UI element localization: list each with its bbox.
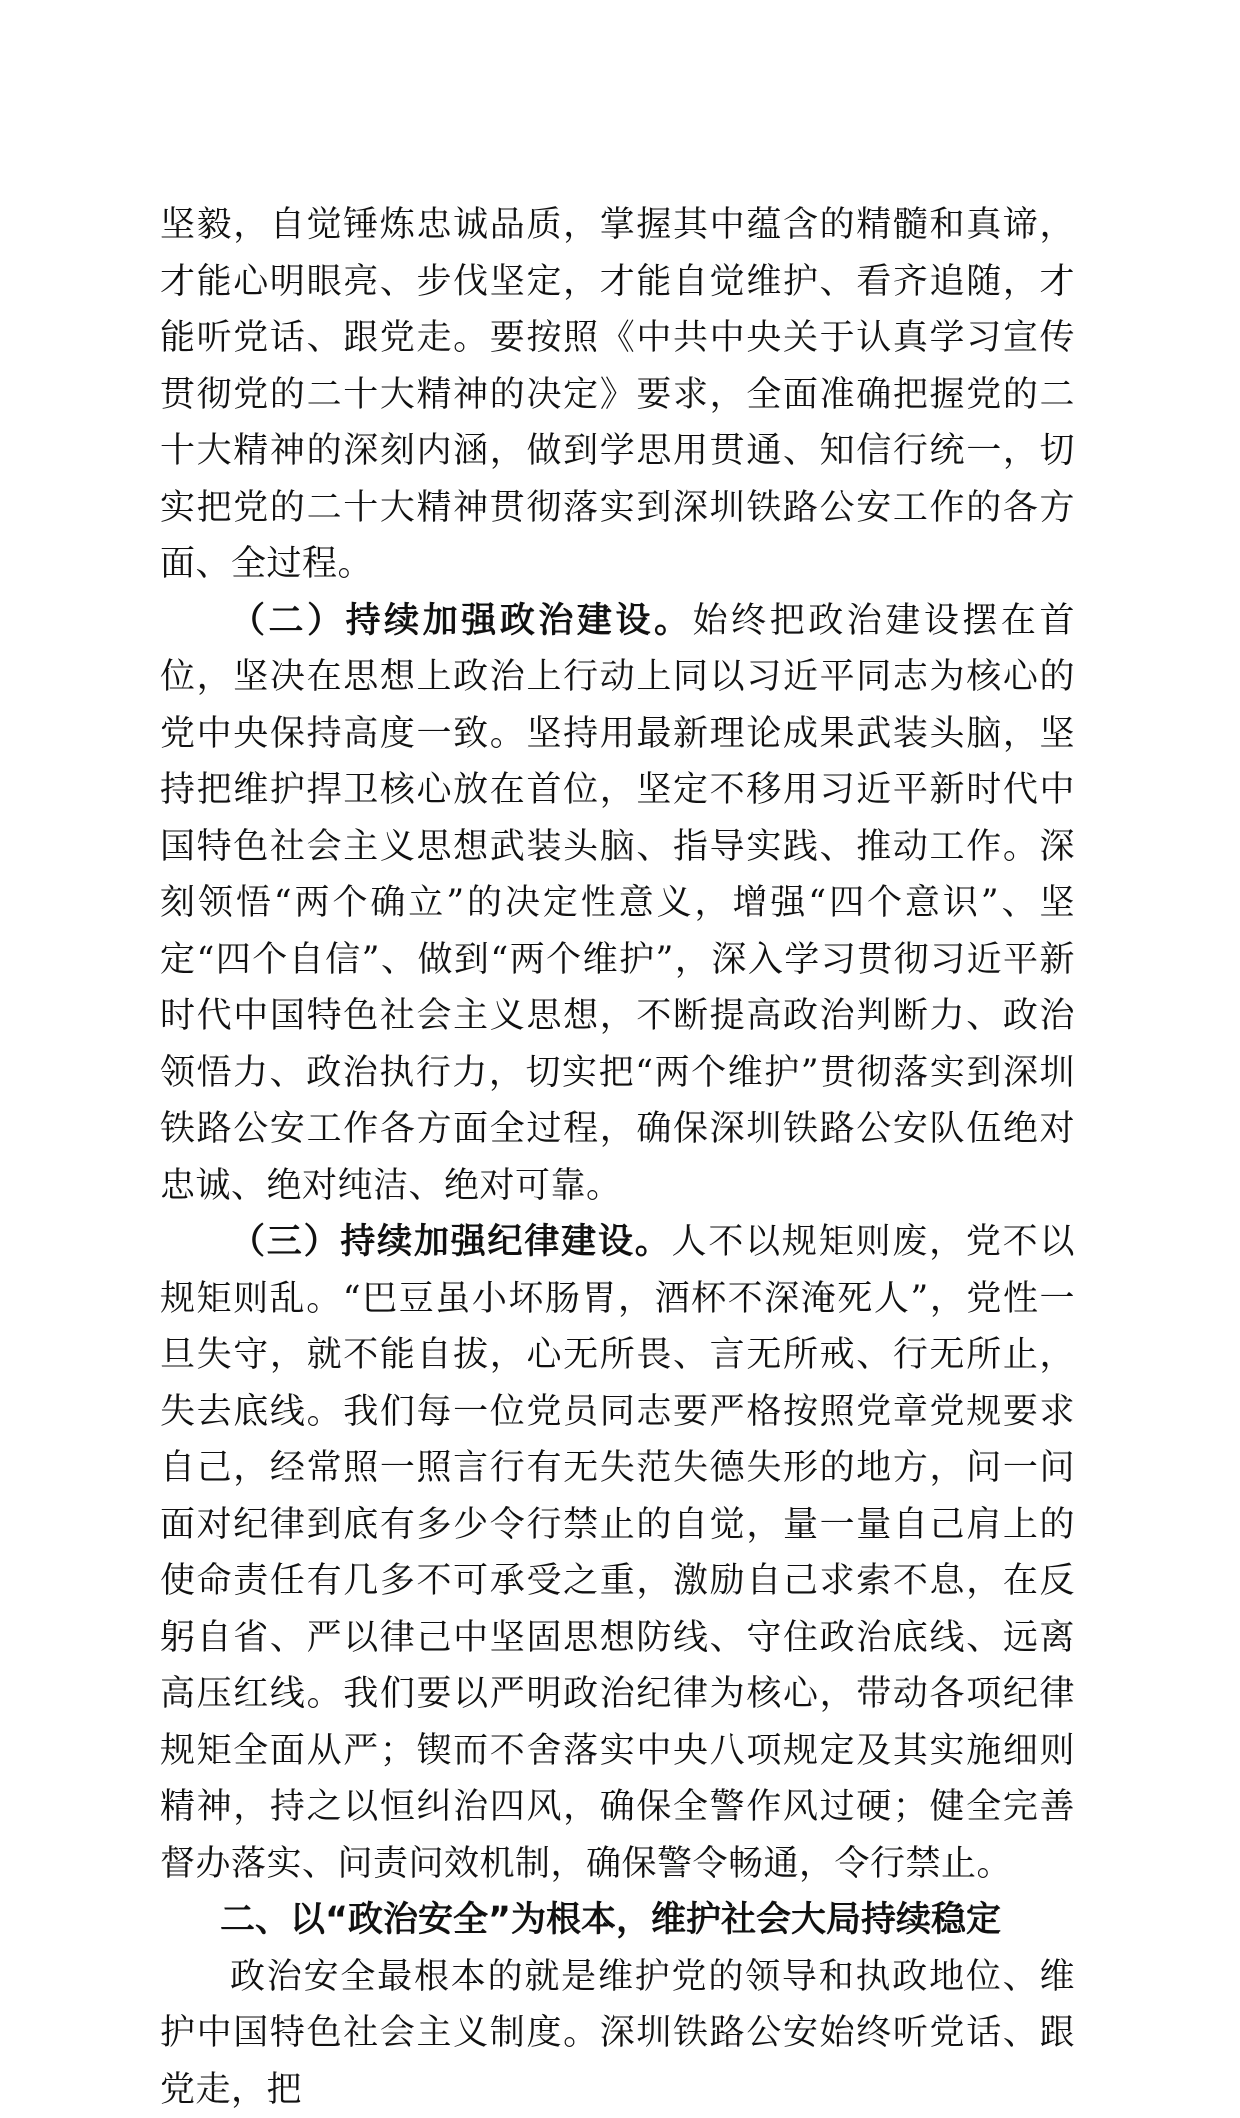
paragraph-3 <box>160 1214 1075 1892</box>
paragraph-3-lead: （三）持续加强纪律建设。 <box>230 1222 672 1262</box>
paragraph-2-lead: （二）持续加强政治建设。 <box>230 601 693 641</box>
paragraph-3-text: 人不以规矩则废，党不以规矩则乱。“巴豆虽小坏肠胃，酒杯不深淹死人”，党性一旦失守，就不能自拔，心无所畏、言无所戒、行无所止，失去底线。我们每一位党员同志要严格按照党章党规要求自己，经常照一照言行有无失范失德失形的地方，问一问面对纪律到底有多少令行禁止的自觉，量一量自己肩上的使命责任有几多不可承受之重，激励自己求索不息，在反躬自省、严以律己中坚固思想防线、守住政治底线、远离高压红线。我们要以严明政治纪律为核心，带动各项纪律规矩全面从严；锲而不舍落实中央八项规定及其实施细则精神，持之以恒纠治四风，确保全警作风过硬；健全完善督办落实、问责问效机制，确保警令畅通，令行禁止。 <box>160 1222 1075 1884</box>
paragraph-1 <box>160 197 1075 593</box>
paragraph-2-text: 始终把政治建设摆在首位，坚决在思想上政治上行动上同以习近平同志为核心的党中央保持高度一致。坚持用最新理论成果武装头脑，坚持把维护捍卫核心放在首位，坚定不移用习近平新时代中国特色社会主义思想武装头脑、指导实践、推动工作。深刻领悟“两个确立”的决定性意义，增强“四个意识”、坚定“四个自信”、做到“两个维护”，深入学习贯彻习近平新时代中国特色社会主义思想，不断提高政治判断力、政治领悟力、政治执行力，切实把“两个维护”贯彻落实到深圳铁路公安工作各方面全过程，确保深圳铁路公安队伍绝对忠诚、绝对纯洁、绝对可靠。 <box>160 601 1075 1206</box>
paragraph-1-text: 坚毅，自觉锤炼忠诚品质，掌握其中蕴含的精髓和真谛，才能心明眼亮、步伐坚定，才能自觉维护、看齐追随，才能听党话、跟党走。要按照《中共中央关于认真学习宣传贯彻党的二十大精神的决定》要求，全面准确把握党的二十大精神的深刻内涵，做到学思用贯通、知信行统一，切实把党的二十大精神贯彻落实到深圳铁路公安工作的各方面、全过程。 <box>160 205 1075 584</box>
paragraph-2 <box>160 593 1075 1215</box>
section-heading-2: 二、以“政治安全”为根本，维护社会大局持续稳定 <box>160 1892 1075 1949</box>
paragraph-4 <box>160 1949 1075 2118</box>
document-page <box>160 197 1075 2118</box>
paragraph-4-text: 政治安全最根本的就是维护党的领导和执政地位、维护中国特色社会主义制度。深圳铁路公安始终听党话、跟党走，把 <box>160 1957 1075 2110</box>
